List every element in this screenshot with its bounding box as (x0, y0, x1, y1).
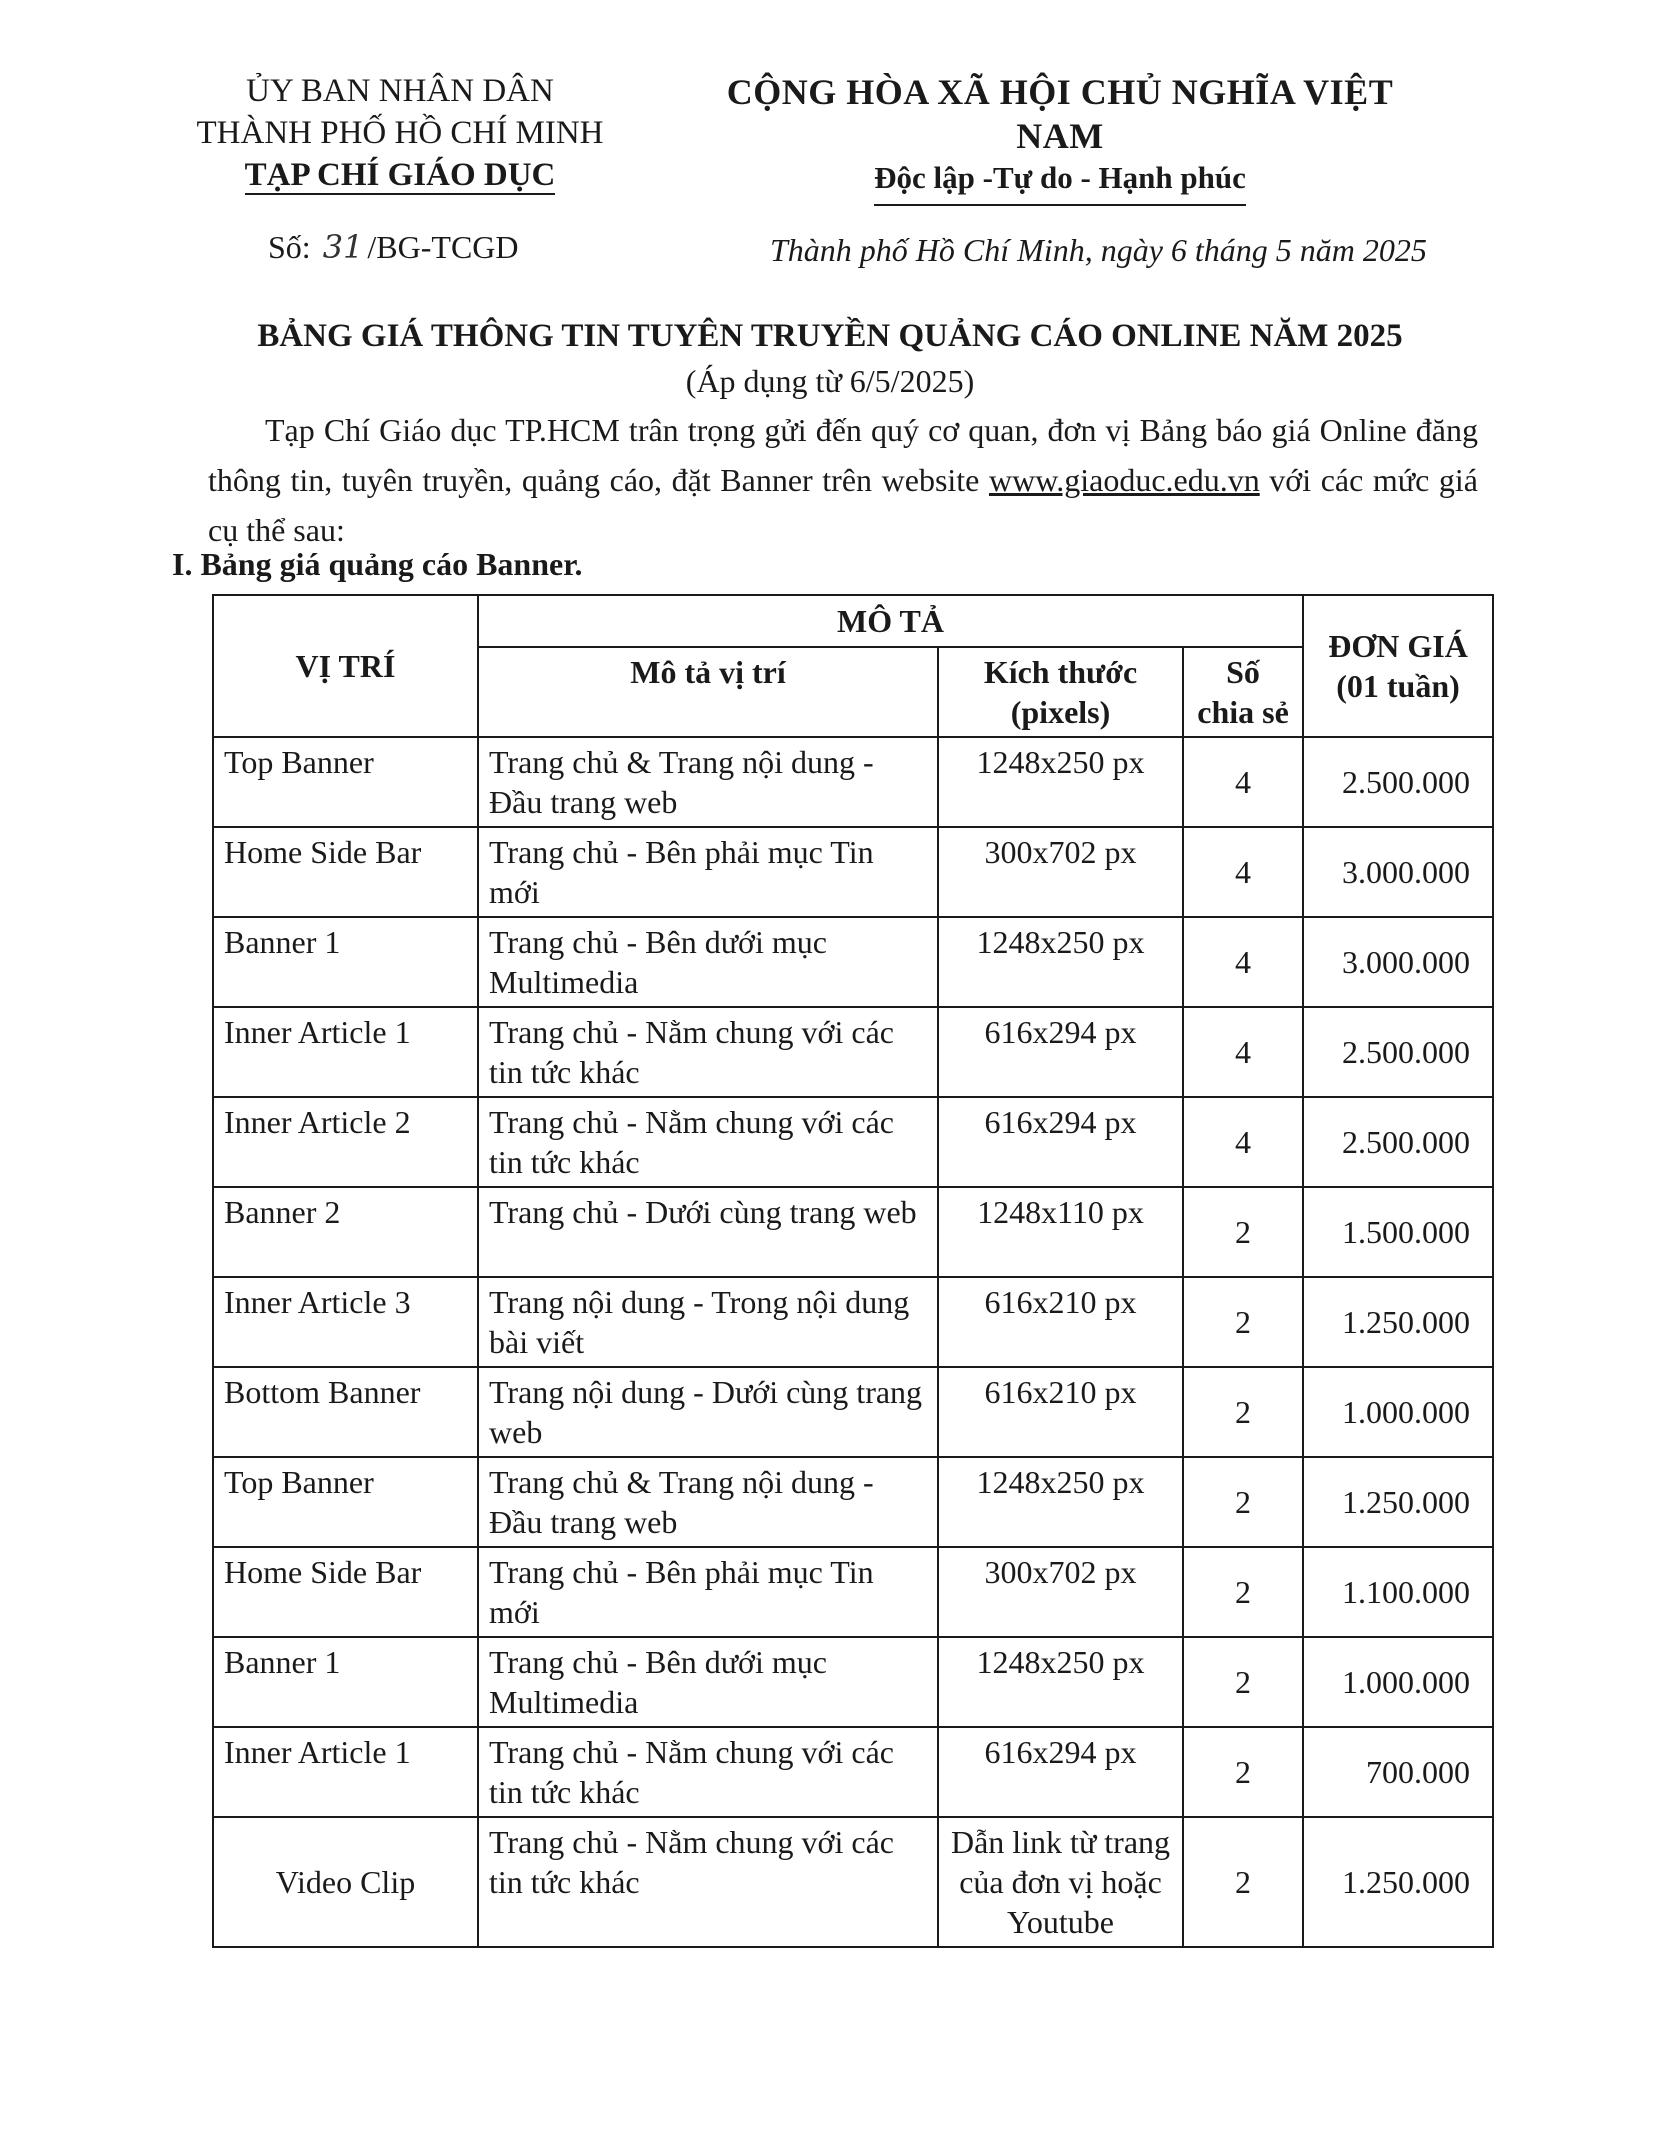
cell-size: 1248x250 px (938, 1457, 1183, 1547)
cell-description: Trang chủ - Bên dưới mục Multimedia (478, 917, 938, 1007)
document-date: Thành phố Hồ Chí Minh, ngày 6 tháng 5 năm 2025 (770, 232, 1427, 268)
cell-description: Trang nội dung - Dưới cùng trang web (478, 1367, 938, 1457)
cell-share: 2 (1183, 1457, 1303, 1547)
cell-share: 2 (1183, 1277, 1303, 1367)
cell-description: Trang chủ - Bên dưới mục Multimedia (478, 1637, 938, 1727)
header-share: Số chia sẻ (1183, 647, 1303, 737)
cell-price: 1.100.000 (1303, 1547, 1493, 1637)
cell-size: 1248x110 px (938, 1187, 1183, 1277)
cell-position: Home Side Bar (213, 827, 478, 917)
cell-price: 1.000.000 (1303, 1367, 1493, 1457)
cell-size: 1248x250 px (938, 1637, 1183, 1727)
cell-description: Trang chủ - Bên phải mục Tin mới (478, 1547, 938, 1637)
org-line-2: THÀNH PHỐ HỒ CHÍ MINH (196, 115, 604, 151)
table-row (213, 1637, 1493, 1727)
cell-description: Trang chủ - Dưới cùng trang web (478, 1187, 938, 1277)
cell-share: 2 (1183, 1547, 1303, 1637)
section-title: I. Bảng giá quảng cáo Banner. (172, 546, 583, 582)
national-motto: Độc lập -Tự do - Hạnh phúc (874, 158, 1246, 206)
cell-price: 1.500.000 (1303, 1187, 1493, 1277)
header-price: ĐƠN GIÁ (01 tuần) (1303, 595, 1493, 737)
website-link[interactable]: www.giaoduc.edu.vn (988, 462, 1260, 498)
doc-number-suffix: /BG-TCGD (367, 229, 519, 265)
intro-text-before: Tạp Chí Giáo dục TP.HCM trân trọng gửi đến quý cơ quan, đơn vị Bảng báo giá Online đăng thông tin, tuyên truyền, quảng cáo, đặt Banner trên website (208, 412, 1478, 498)
org-line-1: ỦY BAN NHÂN DÂN (246, 73, 554, 109)
cell-share: 4 (1183, 1007, 1303, 1097)
document-title: BẢNG GIÁ THÔNG TIN TUYÊN TRUYỀN QUẢNG CÁO ONLINE NĂM 2025 (257, 318, 1403, 354)
table-row (213, 1727, 1493, 1817)
cell-description: Trang chủ - Bên phải mục Tin mới (478, 827, 938, 917)
price-table (212, 594, 1494, 1948)
cell-position: Inner Article 1 (213, 1007, 478, 1097)
cell-description: Trang chủ - Nằm chung với các tin tức khác (478, 1097, 938, 1187)
table-row (213, 1367, 1493, 1457)
cell-size: 1248x250 px (938, 737, 1183, 827)
cell-size: 616x210 px (938, 1277, 1183, 1367)
cell-price: 1.000.000 (1303, 1637, 1493, 1727)
cell-size: 616x294 px (938, 1007, 1183, 1097)
cell-price: 3.000.000 (1303, 827, 1493, 917)
table-row (213, 827, 1493, 917)
intro-paragraph (208, 405, 1478, 555)
cell-share: 2 (1183, 1727, 1303, 1817)
national-heading (690, 70, 1430, 206)
cell-position: Bottom Banner (213, 1367, 478, 1457)
cell-price: 2.500.000 (1303, 737, 1493, 827)
cell-share: 4 (1183, 1097, 1303, 1187)
document-subtitle: (Áp dụng từ 6/5/2025) (685, 363, 975, 399)
cell-price: 3.000.000 (1303, 917, 1493, 1007)
cell-description: Trang chủ & Trang nội dung - Đầu trang web (478, 737, 938, 827)
cell-size: 300x702 px (938, 827, 1183, 917)
cell-position: Banner 1 (213, 1637, 478, 1727)
cell-position: Home Side Bar (213, 1547, 478, 1637)
cell-description: Trang chủ - Nằm chung với các tin tức khác (478, 1727, 938, 1817)
header-position: VỊ TRÍ (213, 595, 478, 737)
header-description-group: MÔ TẢ (478, 595, 1303, 647)
cell-size: 300x702 px (938, 1547, 1183, 1637)
intro-text-after: với các mức giá cụ thể sau: (208, 462, 1479, 548)
cell-position: Video Clip (213, 1817, 478, 1947)
cell-share: 4 (1183, 917, 1303, 1007)
table-row (213, 1547, 1493, 1637)
header-position-desc: Mô tả vị trí (478, 647, 938, 737)
doc-number-handwritten: 31 (322, 228, 364, 266)
cell-description: Trang chủ - Nằm chung với các tin tức khác (478, 1817, 938, 1947)
cell-share: 2 (1183, 1187, 1303, 1277)
cell-position: Banner 2 (213, 1187, 478, 1277)
nation-name: CỘNG HÒA XÃ HỘI CHỦ NGHĨA VIỆT NAM (726, 72, 1394, 156)
table-row (213, 1097, 1493, 1187)
cell-size: Dẫn link từ trang của đơn vị hoặc Youtube (938, 1817, 1183, 1947)
cell-share: 2 (1183, 1817, 1303, 1947)
table-row (213, 1457, 1493, 1547)
cell-price: 1.250.000 (1303, 1277, 1493, 1367)
price-table-body (213, 737, 1493, 1947)
doc-number-prefix: Số: (268, 229, 311, 265)
cell-price: 700.000 (1303, 1727, 1493, 1817)
cell-position: Top Banner (213, 1457, 478, 1547)
document-number (268, 228, 519, 266)
header-size: Kích thước (pixels) (938, 647, 1183, 737)
cell-share: 2 (1183, 1637, 1303, 1727)
cell-position: Inner Article 2 (213, 1097, 478, 1187)
cell-size: 1248x250 px (938, 917, 1183, 1007)
org-line-3: TẠP CHÍ GIÁO DỤC (244, 157, 556, 193)
cell-description: Trang chủ - Nằm chung với các tin tức khác (478, 1007, 938, 1097)
cell-position: Top Banner (213, 737, 478, 827)
table-row (213, 737, 1493, 827)
cell-share: 4 (1183, 737, 1303, 827)
cell-size: 616x210 px (938, 1367, 1183, 1457)
table-row (213, 917, 1493, 1007)
cell-price: 1.250.000 (1303, 1457, 1493, 1547)
org-line-3-wrap (180, 154, 620, 196)
table-row (213, 1817, 1493, 1947)
cell-price: 2.500.000 (1303, 1007, 1493, 1097)
cell-description: Trang chủ & Trang nội dung - Đầu trang web (478, 1457, 938, 1547)
table-row (213, 1007, 1493, 1097)
table-row (213, 1277, 1493, 1367)
cell-price: 1.250.000 (1303, 1817, 1493, 1947)
cell-position: Inner Article 3 (213, 1277, 478, 1367)
cell-share: 2 (1183, 1367, 1303, 1457)
cell-price: 2.500.000 (1303, 1097, 1493, 1187)
issuing-organization (180, 70, 620, 196)
cell-share: 4 (1183, 827, 1303, 917)
table-row (213, 1187, 1493, 1277)
cell-position: Banner 1 (213, 917, 478, 1007)
cell-size: 616x294 px (938, 1727, 1183, 1817)
cell-position: Inner Article 1 (213, 1727, 478, 1817)
cell-size: 616x294 px (938, 1097, 1183, 1187)
cell-description: Trang nội dung - Trong nội dung bài viết (478, 1277, 938, 1367)
